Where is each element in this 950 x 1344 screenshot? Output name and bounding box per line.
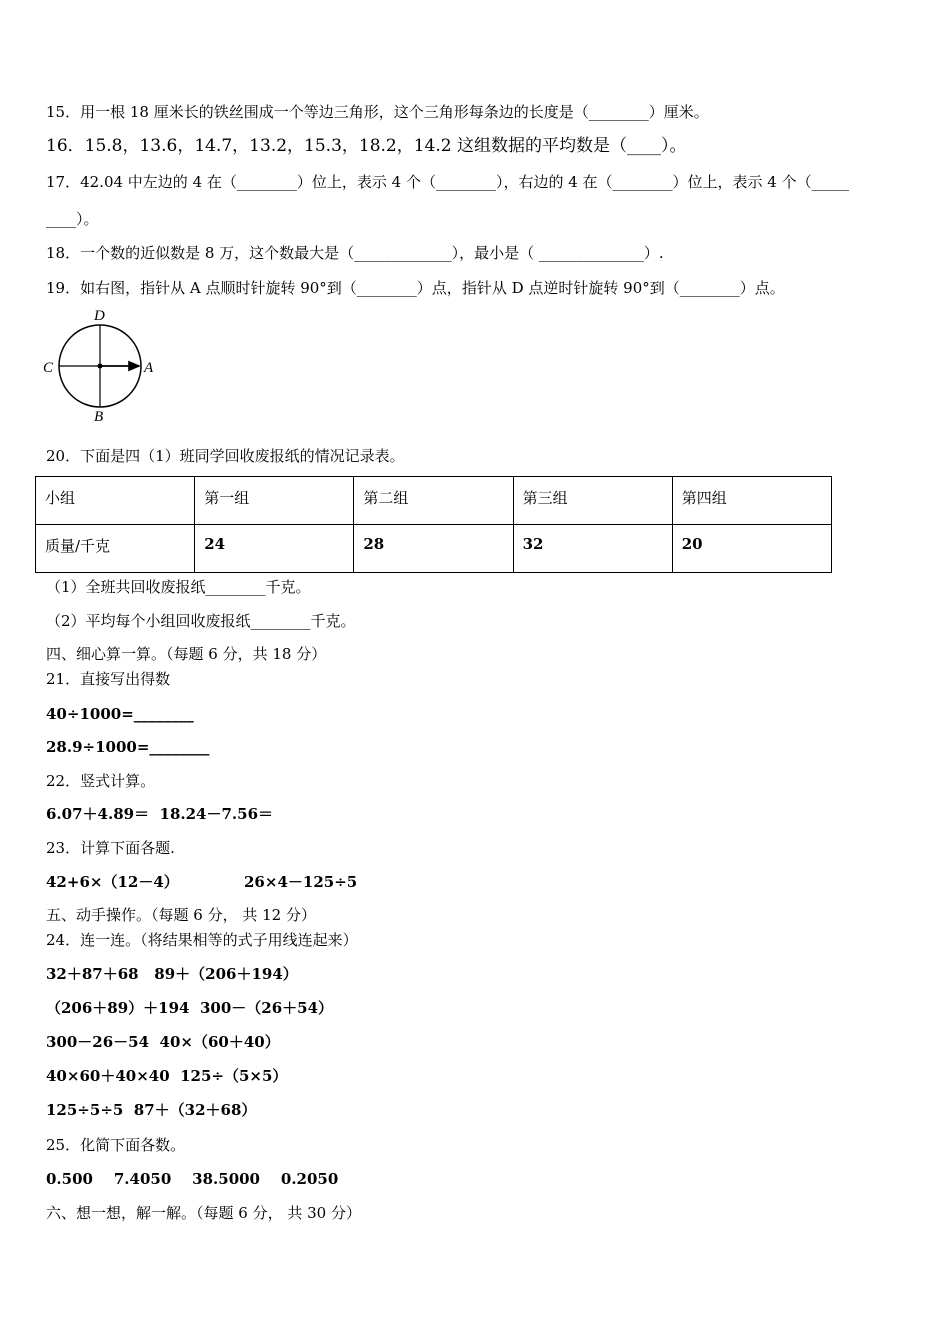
table-header-row bbox=[36, 477, 832, 525]
table-cell: 20 bbox=[672, 525, 831, 573]
table-cell: 32 bbox=[513, 525, 672, 573]
clock-label-a: A bbox=[144, 360, 154, 376]
table-cell: 小组 bbox=[36, 477, 195, 525]
clock-center-dot bbox=[98, 364, 103, 369]
question-18: 18．一个数的近似数是 8 万，这个数最大是（_____________），最小是（ ______________）. bbox=[46, 244, 664, 262]
question-21: 21．直接写出得数 bbox=[46, 670, 171, 688]
section-6-heading: 六、想一想，解一解。（每题 6 分， 共 30 分） bbox=[46, 1204, 361, 1222]
table-cell: 第二组 bbox=[354, 477, 513, 525]
question-23-a: 42+6×（12－4） bbox=[46, 873, 179, 891]
question-20-part1: （1）全班共回收废报纸________千克。 bbox=[46, 578, 311, 596]
table-cell: 24 bbox=[195, 525, 354, 573]
question-21-b: 28.9÷1000=________ bbox=[46, 738, 210, 756]
question-25: 25．化简下面各数。 bbox=[46, 1136, 186, 1154]
question-23-b: 26×4－125÷5 bbox=[244, 873, 358, 891]
question-17-line2: ____）。 bbox=[46, 210, 99, 228]
question-20: 20．下面是四（1）班同学回收废报纸的情况记录表。 bbox=[46, 447, 405, 465]
question-15: 15．用一根 18 厘米长的铁丝围成一个等边三角形，这个三角形每条边的长度是（________）厘米。 bbox=[46, 103, 709, 121]
section-4-heading: 四、细心算一算。（每题 6 分，共 18 分） bbox=[46, 645, 327, 663]
recycling-table bbox=[35, 476, 832, 573]
question-19: 19．如右图，指针从 A 点顺时针旋转 90°到（________）点，指针从 D 点逆时针旋转 90°到（________）点。 bbox=[46, 279, 785, 297]
question-24-line: 300－26－54 40×（60＋40） bbox=[46, 1033, 280, 1051]
question-24-line: 125÷5÷5 87＋（32＋68） bbox=[46, 1101, 257, 1119]
clock-label-c: C bbox=[43, 360, 54, 376]
question-24-line: （206＋89）＋194 300－（26＋54） bbox=[46, 999, 334, 1017]
question-16: 16．15.8，13.6，14.7，13.2，15.3，18.2，14.2 这组数据的平均数是（____）。 bbox=[46, 136, 687, 156]
question-20-part2: （2）平均每个小组回收废报纸________千克。 bbox=[46, 612, 356, 630]
clock-label-d: D bbox=[94, 308, 105, 324]
question-24: 24．连一连。（将结果相等的式子用线连起来） bbox=[46, 931, 358, 949]
table-cell: 质量/千克 bbox=[36, 525, 195, 573]
table-cell: 第三组 bbox=[513, 477, 672, 525]
table-cell: 第一组 bbox=[195, 477, 354, 525]
question-21-a: 40÷1000=________ bbox=[46, 705, 194, 723]
section-5-heading: 五、动手操作。（每题 6 分， 共 12 分） bbox=[46, 906, 316, 924]
question-24-line: 32＋87＋68 89＋（206＋194） bbox=[46, 965, 298, 983]
clock-diagram bbox=[40, 306, 164, 424]
question-24-line: 40×60＋40×40 125÷（5×5） bbox=[46, 1067, 288, 1085]
table-cell: 第四组 bbox=[672, 477, 831, 525]
question-25-a: 0.500 7.4050 38.5000 0.2050 bbox=[46, 1170, 339, 1188]
table-cell: 28 bbox=[354, 525, 513, 573]
question-22-a: 6.07＋4.89＝ 18.24－7.56＝ bbox=[46, 805, 274, 823]
clock-label-b: B bbox=[94, 409, 104, 424]
question-23: 23．计算下面各题. bbox=[46, 839, 175, 857]
question-22: 22．竖式计算。 bbox=[46, 772, 156, 790]
question-17-line1: 17．42.04 中左边的 4 在（________）位上，表示 4 个（________），右边的 4 在（________）位上，表示 4 个（_____ bbox=[46, 173, 850, 191]
table-row bbox=[36, 525, 832, 573]
